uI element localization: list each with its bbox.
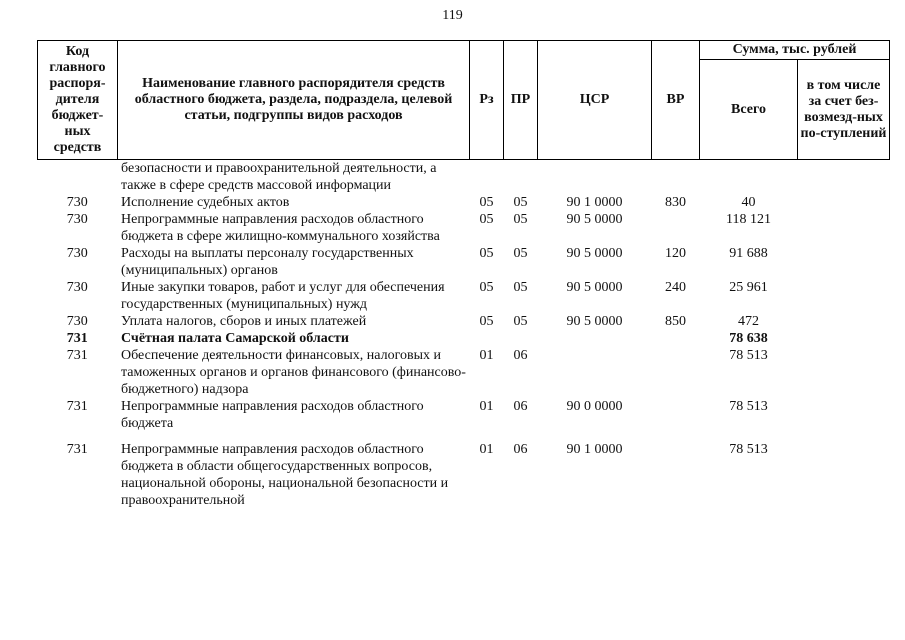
table-row — [38, 245, 890, 279]
cell-code: 731 — [66, 399, 88, 414]
cell-code: 731 — [66, 331, 88, 346]
cell-total: 40 — [741, 195, 756, 210]
header-sum: Сумма, тыс. рублей — [700, 41, 890, 60]
cell-code: 730 — [66, 280, 88, 295]
cell-total: 91 688 — [729, 246, 768, 261]
cell-name: Счётная палата Самарской области — [121, 331, 349, 346]
cell-gratis — [798, 160, 890, 195]
cell-csr: 90 0 0000 — [566, 399, 623, 414]
cell-csr: 90 1 0000 — [566, 442, 623, 457]
cell-code: 730 — [66, 314, 88, 329]
cell-gratis — [798, 330, 890, 347]
cell-vr — [652, 330, 700, 347]
cell-rz — [470, 330, 504, 347]
cell-total: 78 513 — [729, 442, 768, 457]
table-row — [38, 313, 890, 330]
cell-name: Обеспечение деятельности финансовых, налоговых и таможенных органов и органов финансового (финансово-бюджетного) надзора — [121, 348, 466, 397]
cell-vr — [652, 160, 700, 195]
budget-table — [37, 40, 890, 509]
cell-gratis — [798, 432, 890, 509]
cell-name: Непрограммные направления расходов областного бюджета — [121, 399, 424, 431]
cell-csr: 90 5 0000 — [566, 280, 623, 295]
cell-gratis — [798, 194, 890, 211]
table-row — [38, 160, 890, 195]
cell-code: 731 — [66, 348, 88, 363]
cell-pr: 05 — [513, 246, 528, 261]
header-pr: ПР — [504, 41, 538, 160]
cell-pr: 05 — [513, 314, 528, 329]
header-name: Наименование главного распорядителя средств областного бюджета, раздела, подраздела, целевой статьи, подгруппы видов расходов — [118, 41, 470, 160]
table-row — [38, 398, 890, 432]
cell-gratis — [798, 398, 890, 432]
cell-gratis — [798, 279, 890, 313]
cell-pr: 05 — [513, 280, 528, 295]
header-csr: ЦСР — [538, 41, 652, 160]
cell-total: 25 961 — [729, 280, 768, 295]
cell-pr — [504, 330, 538, 347]
cell-vr — [652, 347, 700, 398]
cell-vr — [652, 432, 700, 509]
cell-gratis — [798, 347, 890, 398]
cell-code: 731 — [66, 442, 88, 457]
cell-pr: 06 — [513, 399, 528, 414]
cell-csr — [538, 160, 652, 195]
header-code: Код главного распоря-дителя бюджет-ных средств — [38, 41, 118, 160]
header-gratis: в том числе за счет без-возмезд-ных по-ступлений — [798, 60, 890, 160]
cell-total: 78 638 — [729, 331, 768, 346]
header-rz: Рз — [470, 41, 504, 160]
cell-name: Непрограммные направления расходов областного бюджета в сфере жилищно-коммунального хозяйства — [121, 212, 440, 244]
cell-code — [38, 160, 118, 195]
cell-name: Уплата налогов, сборов и иных платежей — [121, 314, 367, 329]
cell-vr — [652, 398, 700, 432]
cell-gratis — [798, 245, 890, 279]
table-row — [38, 279, 890, 313]
cell-csr — [538, 347, 652, 398]
cell-pr: 06 — [513, 442, 528, 457]
cell-total: 78 513 — [729, 348, 768, 363]
cell-name: безопасности и правоохранительной деятельности, а также в сфере средств массовой информации — [121, 161, 437, 193]
header-total: Всего — [700, 60, 798, 160]
cell-name: Непрограммные направления расходов областного бюджета в области общегосударственных вопросов, национальной обороны, национальной безопасности и правоохранительной — [121, 442, 449, 508]
table-header — [38, 41, 890, 160]
cell-pr: 05 — [513, 212, 528, 227]
cell-total — [700, 160, 798, 195]
cell-csr: 90 1 0000 — [566, 195, 623, 210]
cell-vr: 240 — [665, 280, 686, 295]
cell-total: 118 121 — [726, 212, 771, 227]
table-row — [38, 211, 890, 245]
cell-rz — [470, 160, 504, 195]
header-vr: ВР — [652, 41, 700, 160]
cell-name: Иные закупки товаров, работ и услуг для обеспечения государственных (муниципальных) нужд — [121, 280, 445, 312]
cell-rz: 01 — [479, 399, 494, 414]
cell-total: 78 513 — [729, 399, 768, 414]
cell-vr: 850 — [665, 314, 686, 329]
table-row — [38, 347, 890, 398]
cell-vr — [652, 211, 700, 245]
cell-rz: 05 — [479, 195, 494, 210]
table-row — [38, 194, 890, 211]
cell-gratis — [798, 211, 890, 245]
cell-pr: 05 — [513, 195, 528, 210]
cell-code: 730 — [66, 246, 88, 261]
cell-code: 730 — [66, 195, 88, 210]
cell-csr — [538, 330, 652, 347]
table-row — [38, 330, 890, 347]
cell-csr: 90 5 0000 — [566, 314, 623, 329]
cell-rz: 01 — [479, 442, 494, 457]
cell-rz: 01 — [479, 348, 494, 363]
table-row — [38, 432, 890, 509]
cell-gratis — [798, 313, 890, 330]
cell-total: 472 — [738, 314, 759, 329]
cell-code: 730 — [66, 212, 88, 227]
cell-vr: 120 — [665, 246, 686, 261]
table-body — [38, 160, 890, 510]
cell-rz: 05 — [479, 314, 494, 329]
cell-name: Исполнение судебных актов — [121, 195, 290, 210]
cell-csr: 90 5 0000 — [566, 212, 623, 227]
cell-name: Расходы на выплаты персоналу государственных (муниципальных) органов — [121, 246, 414, 278]
cell-pr — [504, 160, 538, 195]
cell-vr: 830 — [665, 195, 686, 210]
cell-csr: 90 5 0000 — [566, 246, 623, 261]
cell-rz: 05 — [479, 212, 494, 227]
cell-rz: 05 — [479, 280, 494, 295]
page-number: 119 — [442, 8, 463, 23]
cell-rz: 05 — [479, 246, 494, 261]
cell-pr: 06 — [513, 348, 528, 363]
